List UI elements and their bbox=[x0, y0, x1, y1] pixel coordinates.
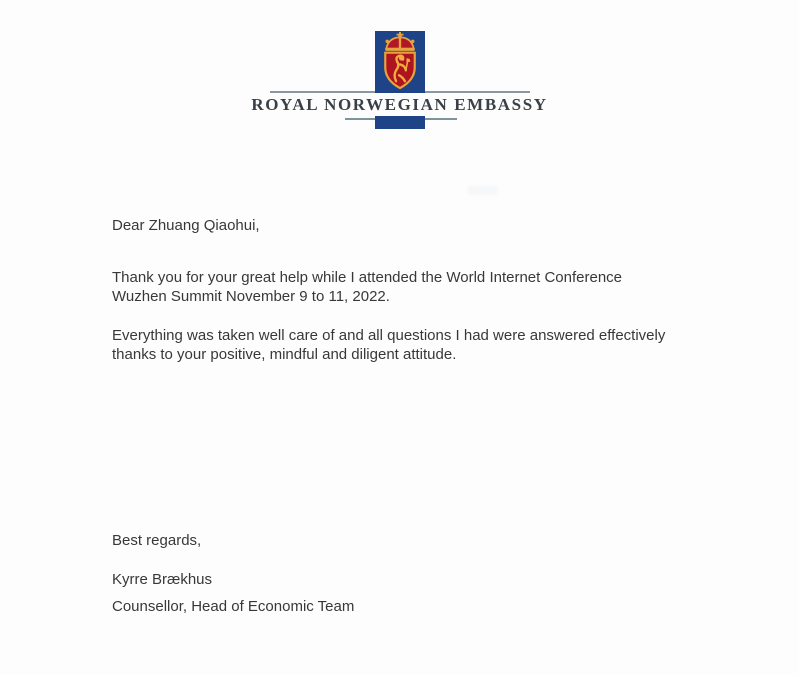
norwegian-coat-of-arms-icon bbox=[377, 32, 423, 91]
signature-name: Kyrre Brækhus bbox=[112, 571, 213, 588]
scan-smudge bbox=[468, 186, 498, 195]
paragraph-2-line-1: Everything was taken well care of and all questions I had were answered effectively bbox=[112, 327, 666, 344]
signature-title: Counsellor, Head of Economic Team bbox=[112, 598, 355, 615]
letter-greeting: Dear Zhuang Qiaohui, bbox=[112, 217, 260, 234]
paragraph-1-line-2: Wuzhen Summit November 9 to 11, 2022. bbox=[112, 288, 390, 305]
paragraph-2-line-2: thanks to your positive, mindful and diligent attitude. bbox=[112, 346, 457, 363]
letter-paragraph-1 bbox=[112, 268, 622, 306]
letter-closing: Best regards, bbox=[112, 532, 202, 549]
paragraph-1-line-1: Thank you for your great help while I attended the World Internet Conference bbox=[112, 269, 623, 286]
letter-paragraph-2 bbox=[112, 326, 665, 364]
embassy-name: ROYAL NORWEGIAN EMBASSY bbox=[251, 95, 548, 114]
